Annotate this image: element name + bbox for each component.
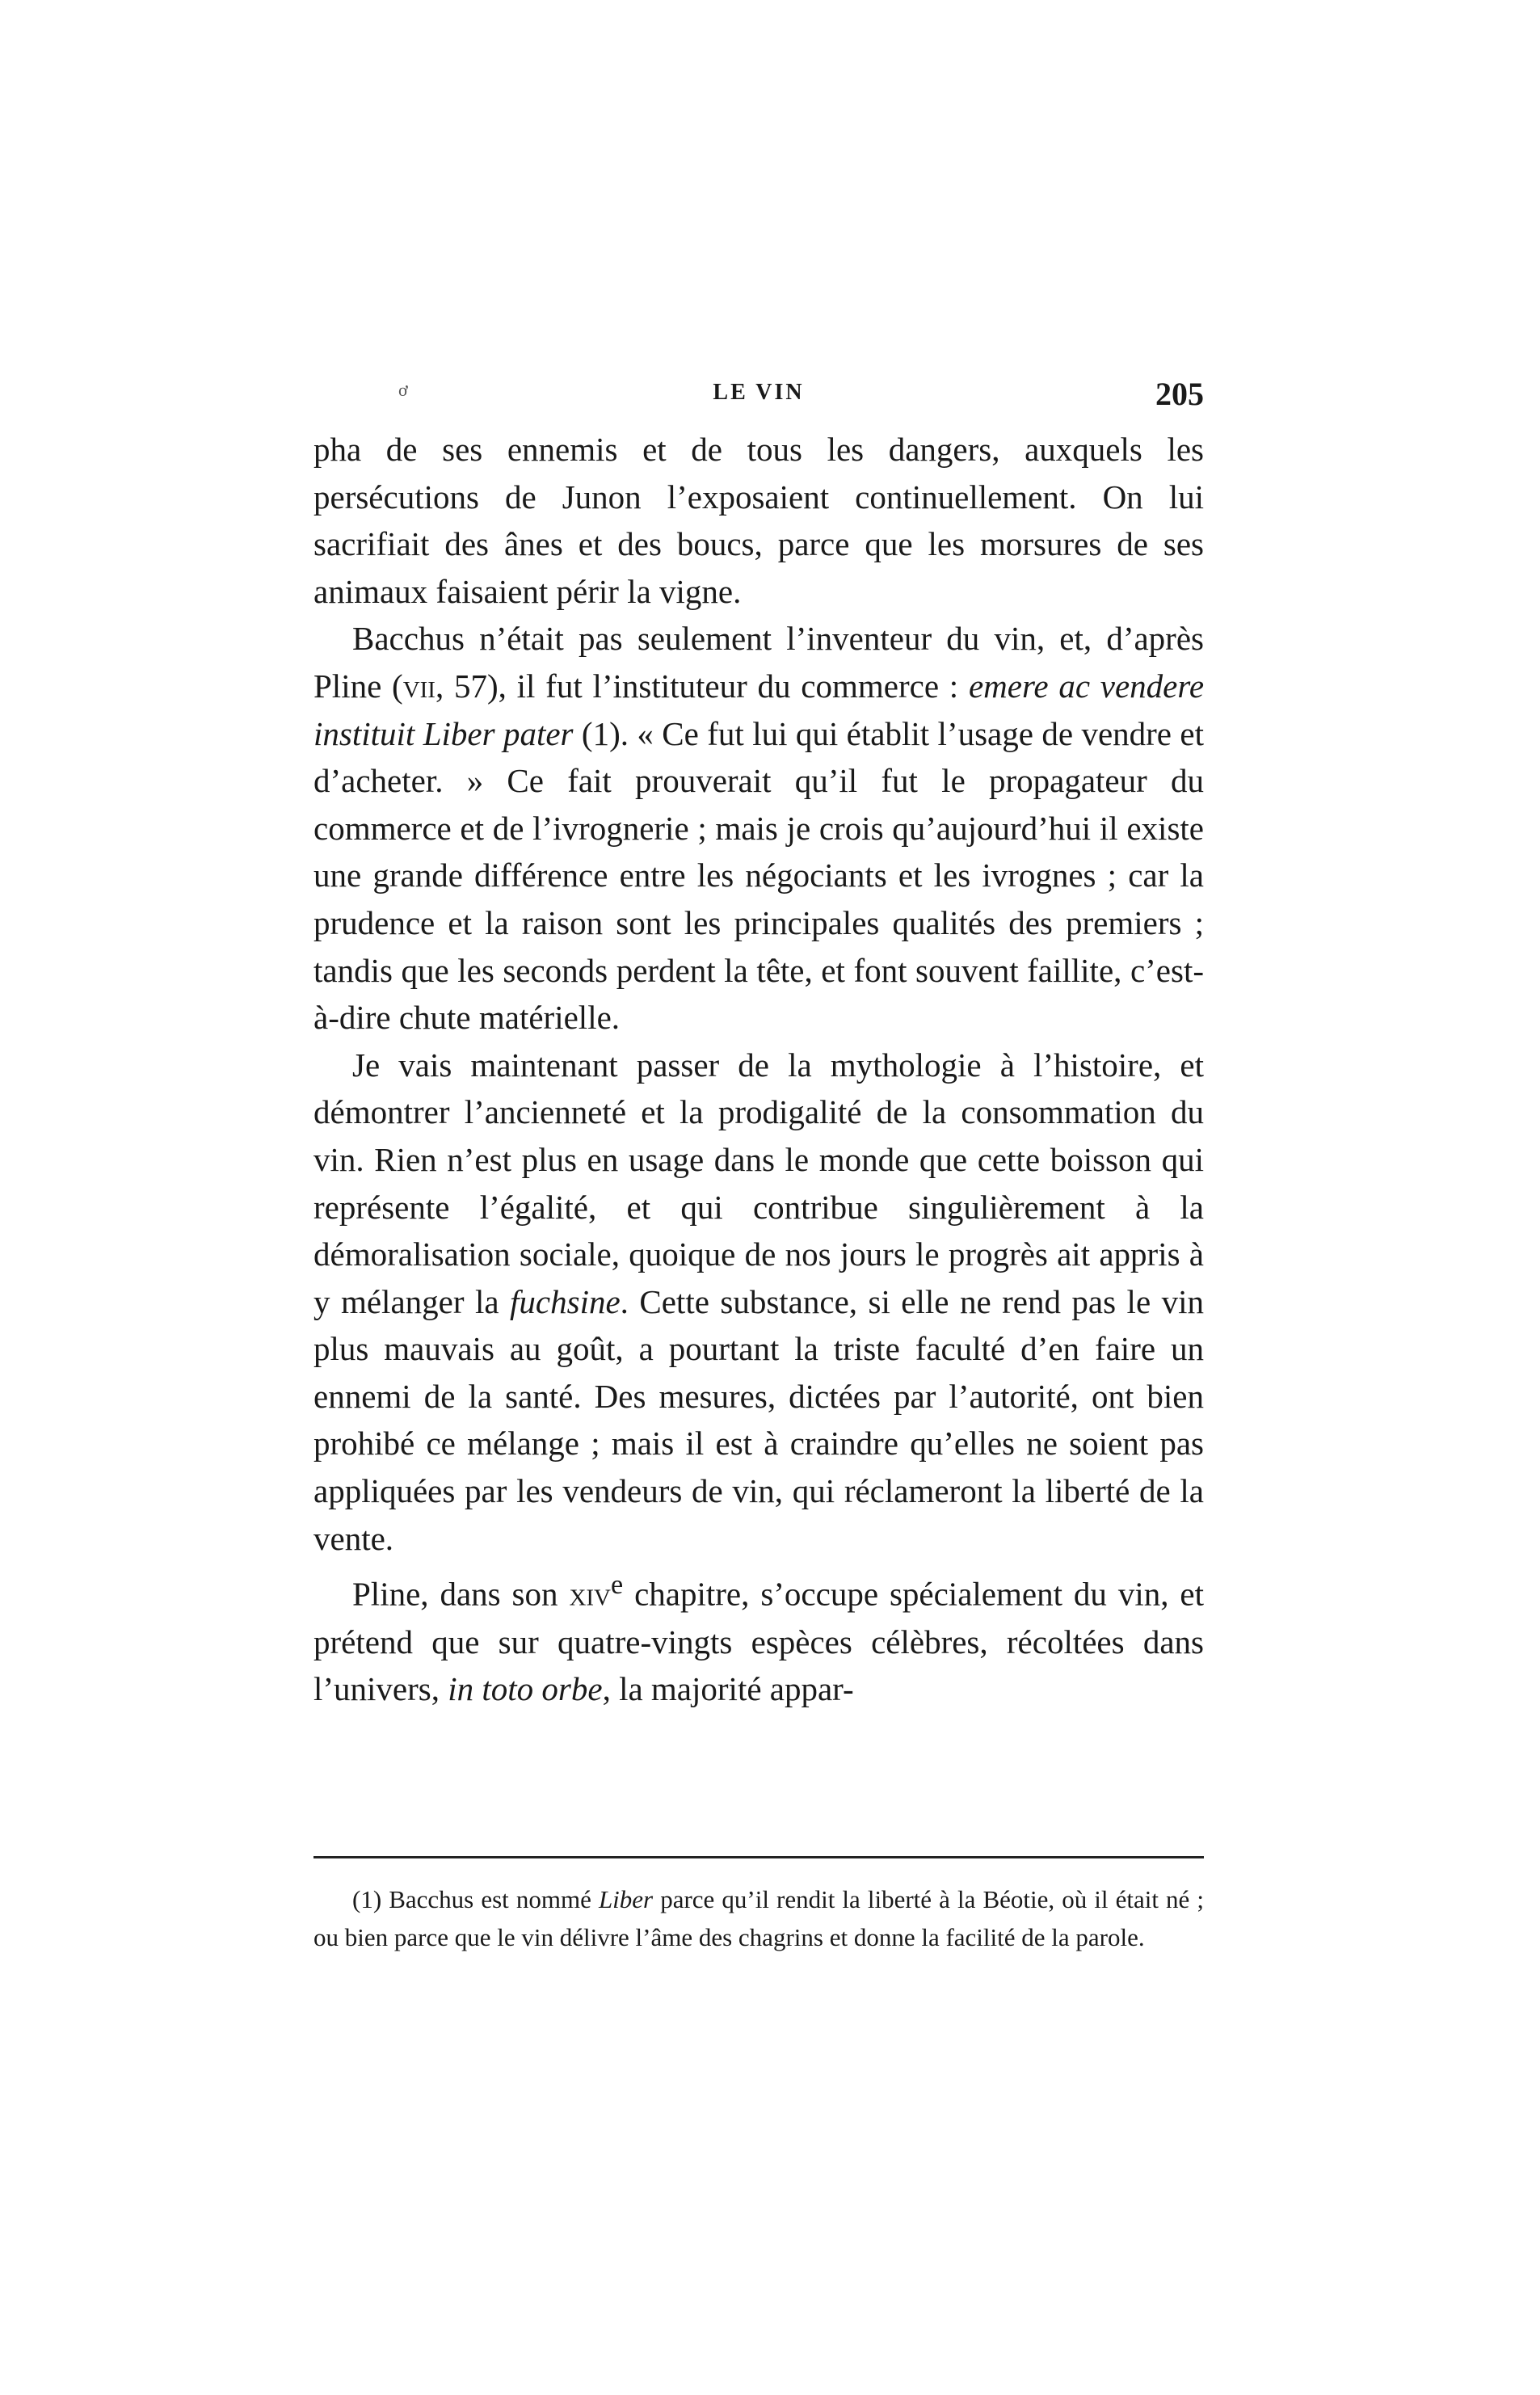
fuchsine-term: fuchsine bbox=[510, 1282, 621, 1320]
roman-numeral-vii: vii bbox=[402, 667, 435, 705]
ordinal-superscript: e bbox=[611, 1570, 624, 1601]
footnote-text-a: (1) Bacchus est nommé bbox=[352, 1885, 599, 1913]
footnote-text-b: parce qu’il rendit la liberté à la Béotie, où il était né ; ou bien parce que le vin délivre l’âme des chagrins et donne la facilité de la parole. bbox=[313, 1885, 1204, 1951]
paragraph-2-text-c: (1). « Ce fut lui qui établit l’usage de vendre et d’acheter. » Ce fait prouverait qu’il fut le propagateur du commerce et de l’ivrognerie ; mais je crois qu’aujourd’hui il existe une grande différence entre les négociants et les ivrognes ; car la prudence et la raison sont les principales qualités des premiers ; tandis que les seconds perdent la tête, et font souvent faillite, c’est-à-dire chute matérielle. bbox=[313, 714, 1204, 1037]
footnote bbox=[313, 1880, 1204, 1956]
latin-quote: emere ac vendere instituit Liber pater bbox=[313, 667, 1205, 752]
paragraph-4 bbox=[313, 1562, 1204, 1712]
paragraph-4-text-a: Pline, dans son bbox=[352, 1575, 570, 1613]
paragraph-3-text-a: Je vais maintenant passer de la mythologie à l’histoire, et démontrer l’ancienneté et la prodigalité de la consommation du vin. Rien n’est plus en usage dans le monde que cette boisson qui représente l’égalité, et qui contribue singulièrement à la démoralisation sociale, quoique de nos jours le progrès ait appris à y mélanger la bbox=[313, 1046, 1204, 1320]
paragraph-2-text-b: , 57), il fut l’instituteur du commerce : bbox=[435, 667, 969, 705]
printer-mark: ơ bbox=[398, 380, 408, 400]
footnote-separator bbox=[313, 1856, 1204, 1858]
paragraph-1: pha de ses ennemis et de tous les dangers, auxquels les persécutions de Junon l’exposaient continuellement. On lui sacrifiait des ânes et des boucs, parce que les morsures de ses animaux faisaient périr la vigne. bbox=[313, 431, 1204, 610]
footnote-liber: Liber bbox=[598, 1885, 654, 1913]
paragraph-3-text-b: . Cette substance, si elle ne rend pas le vin plus mauvais au goût, a pourtant la triste faculté d’en faire un ennemi de la santé. Des mesures, dictées par l’autorité, ont bien prohibé ce mélange ; mais il est à craindre qu’elles ne soient pas appliquées par les vendeurs de vin, qui réclameront la liberté de la vente. bbox=[313, 1282, 1204, 1557]
paragraph-2-text-a: Bacchus n’était pas seulement l’inventeur du vin, et, d’après Pline ( bbox=[313, 620, 1204, 705]
body-text bbox=[313, 426, 1204, 1713]
latin-phrase: in toto orbe bbox=[448, 1670, 603, 1708]
roman-numeral-xiv: xiv bbox=[569, 1575, 611, 1613]
paragraph-2 bbox=[313, 615, 1204, 1041]
paragraph-4-text-b: chapitre, s’occupe spécialement du vin, et prétend que sur quatre-vingts espèces célèbres, récoltées dans l’univers, bbox=[313, 1575, 1204, 1708]
page-header bbox=[313, 376, 1204, 412]
paragraph-3 bbox=[313, 1042, 1204, 1563]
paragraph-4-text-c: , la majorité appar- bbox=[602, 1670, 854, 1708]
running-title: LE VIN bbox=[713, 380, 805, 405]
page-number: 205 bbox=[1155, 376, 1204, 412]
